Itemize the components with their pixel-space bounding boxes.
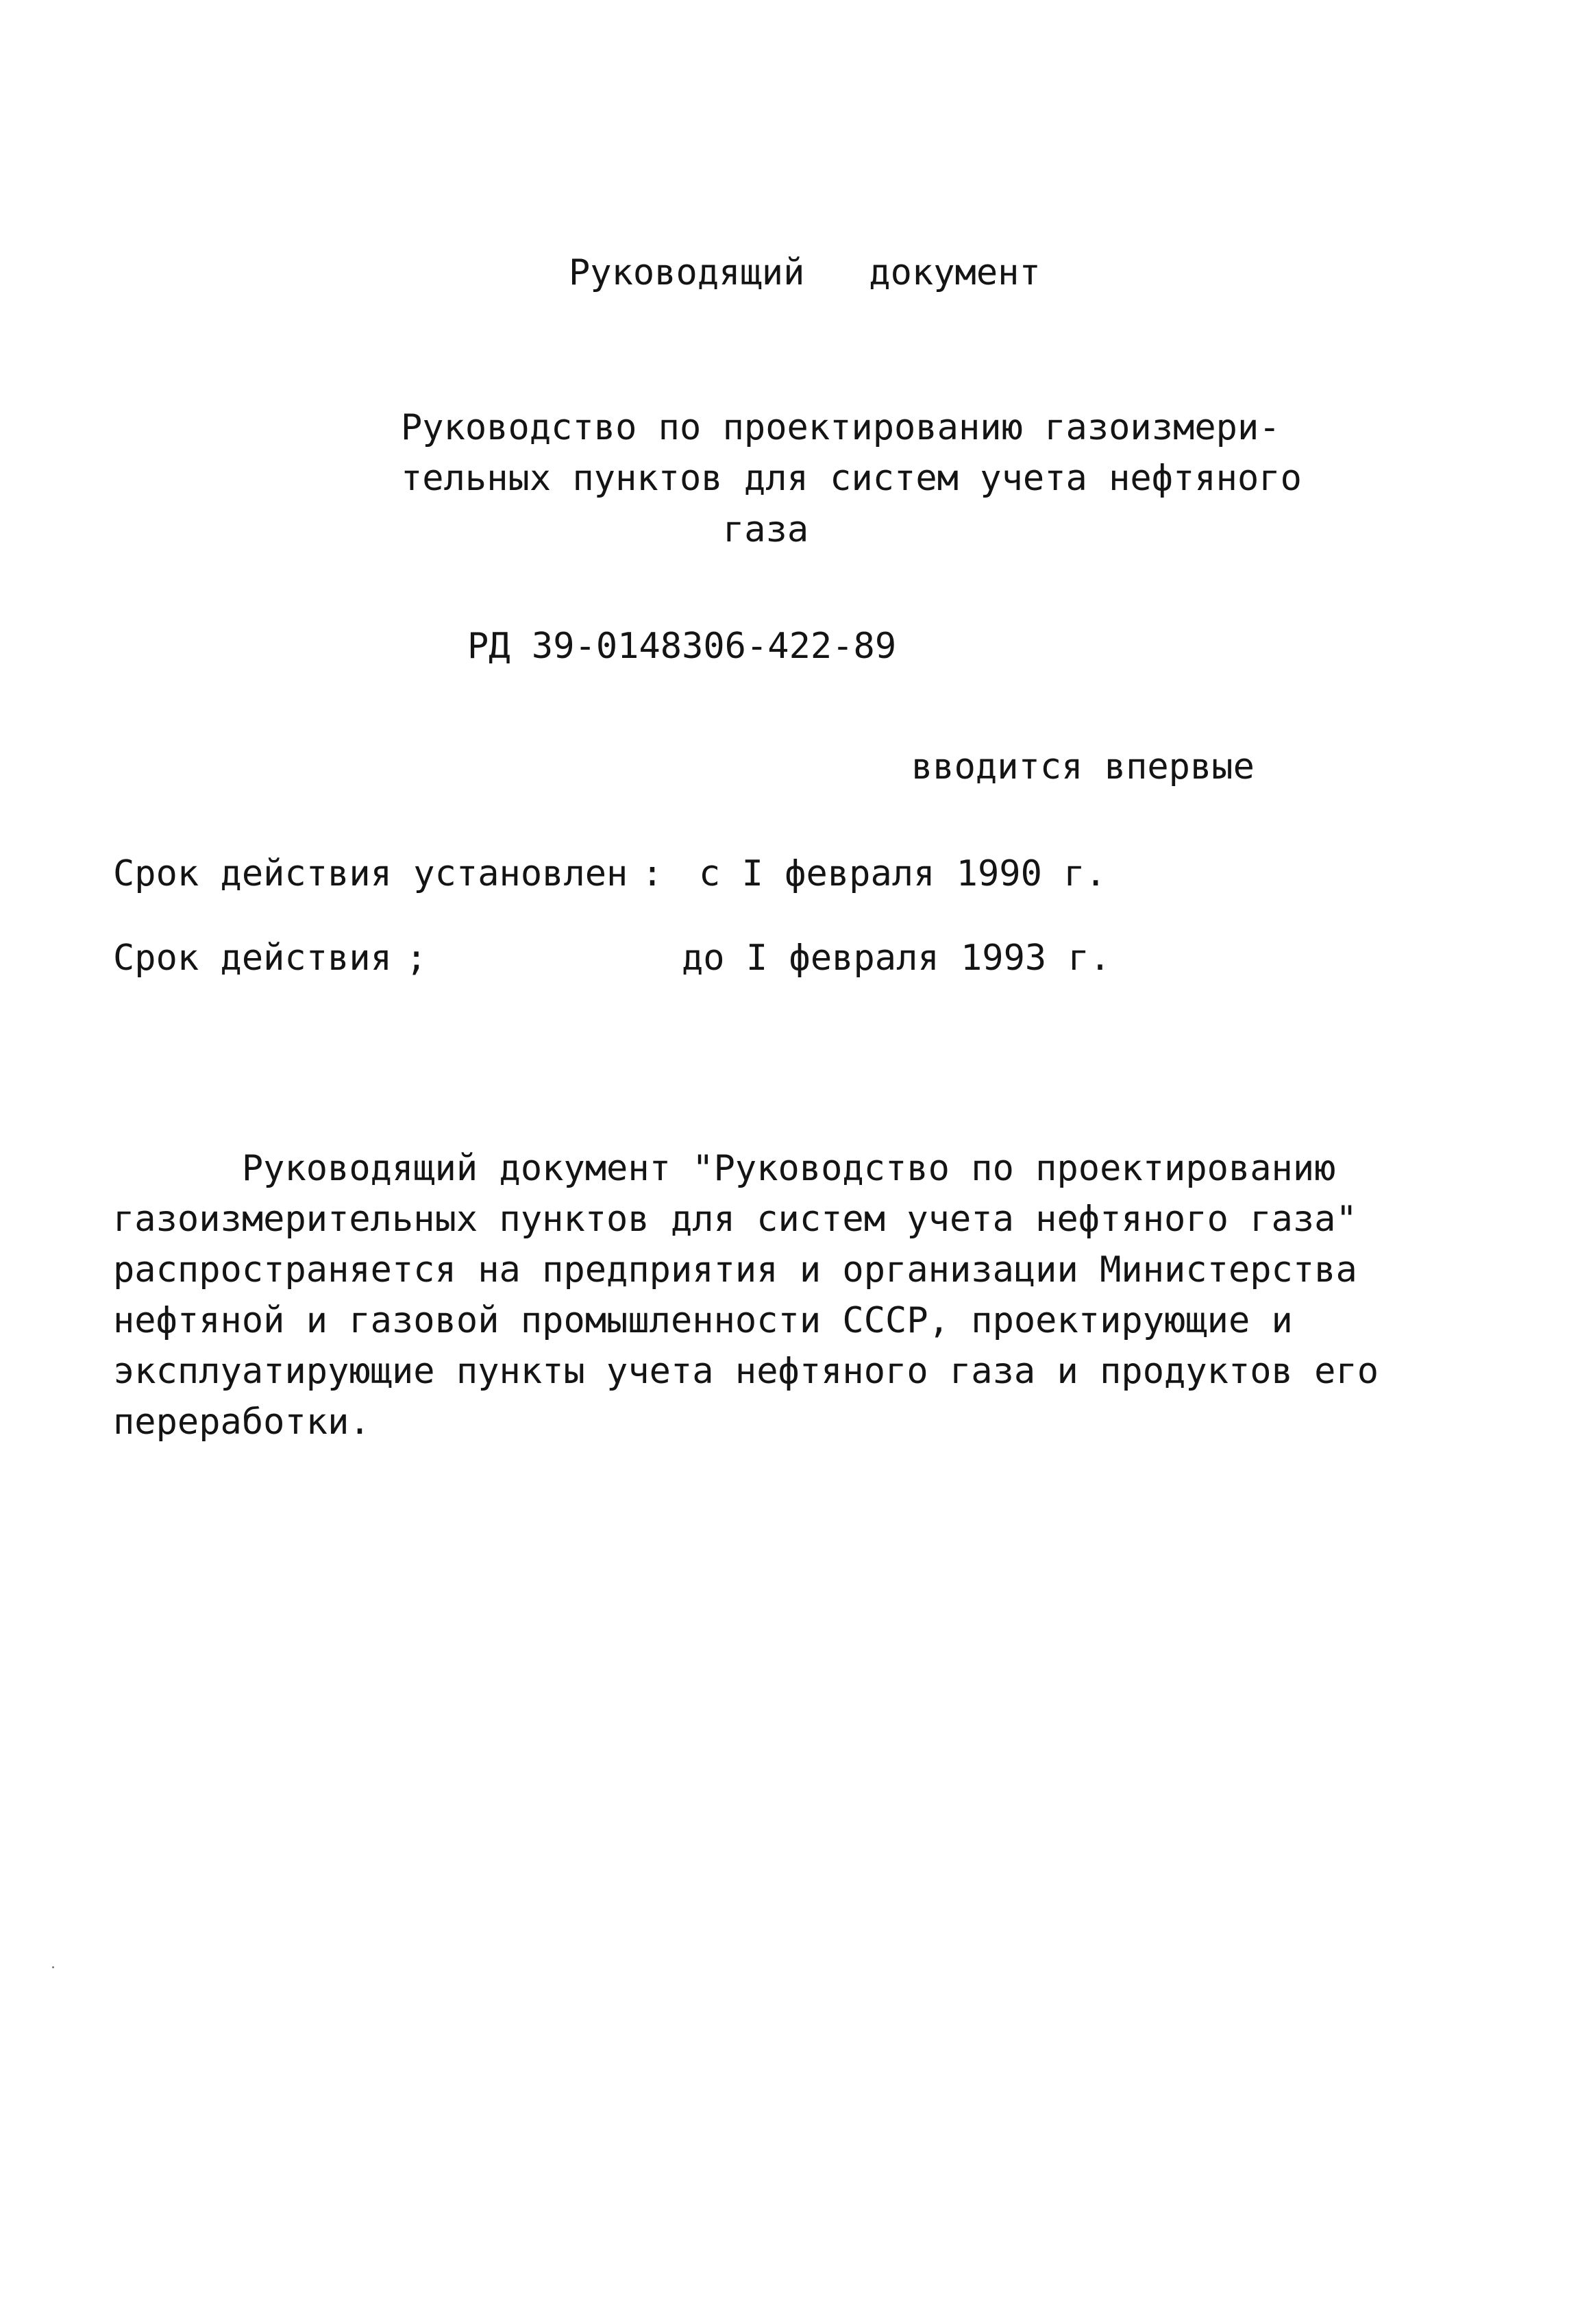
scope-paragraph-line: нефтяной и газовой промышленности СССР, проектирующие и: [113, 1300, 1293, 1341]
scope-paragraph-line: газоизмерительных пунктов для систем учета нефтяного газа": [113, 1199, 1357, 1240]
scope-paragraph-line: распространяется на предприятия и организации Министерства: [113, 1249, 1357, 1291]
scope-paragraph-line: Руководящий документ "Руководство по проектированию: [113, 1148, 1336, 1189]
scope-paragraph-line: переработки.: [113, 1402, 371, 1443]
document-kind-heading: Руководящий документ: [569, 252, 1041, 293]
validity-end-separator: ;: [406, 938, 428, 979]
title-line-1: Руководство по проектированию газоизмери-: [401, 407, 1281, 448]
validity-start-label: [113, 853, 663, 894]
document-number: РД 39-0148306-422-89: [467, 626, 897, 667]
validity-end-label: [113, 938, 428, 979]
validity-start-value: с I февраля 1990 г.: [699, 853, 1107, 894]
validity-end-label-text: Срок действия: [113, 938, 392, 979]
title-line-2: тельных пунктов для систем учета нефтяного: [401, 458, 1302, 499]
title-line-3: газа: [723, 509, 809, 550]
scope-paragraph: [113, 1143, 1387, 1447]
scope-paragraph-line: эксплуатирующие пункты учета нефтяного газа и продуктов его: [113, 1351, 1379, 1392]
validity-end-value: до I февраля 1993 г.: [682, 938, 1111, 979]
validity-start-label-text: Срок действия установлен: [113, 853, 628, 894]
introduction-note: вводится впервые: [911, 746, 1255, 787]
scan-speck: [52, 1966, 54, 1968]
validity-start-separator: :: [641, 853, 663, 894]
